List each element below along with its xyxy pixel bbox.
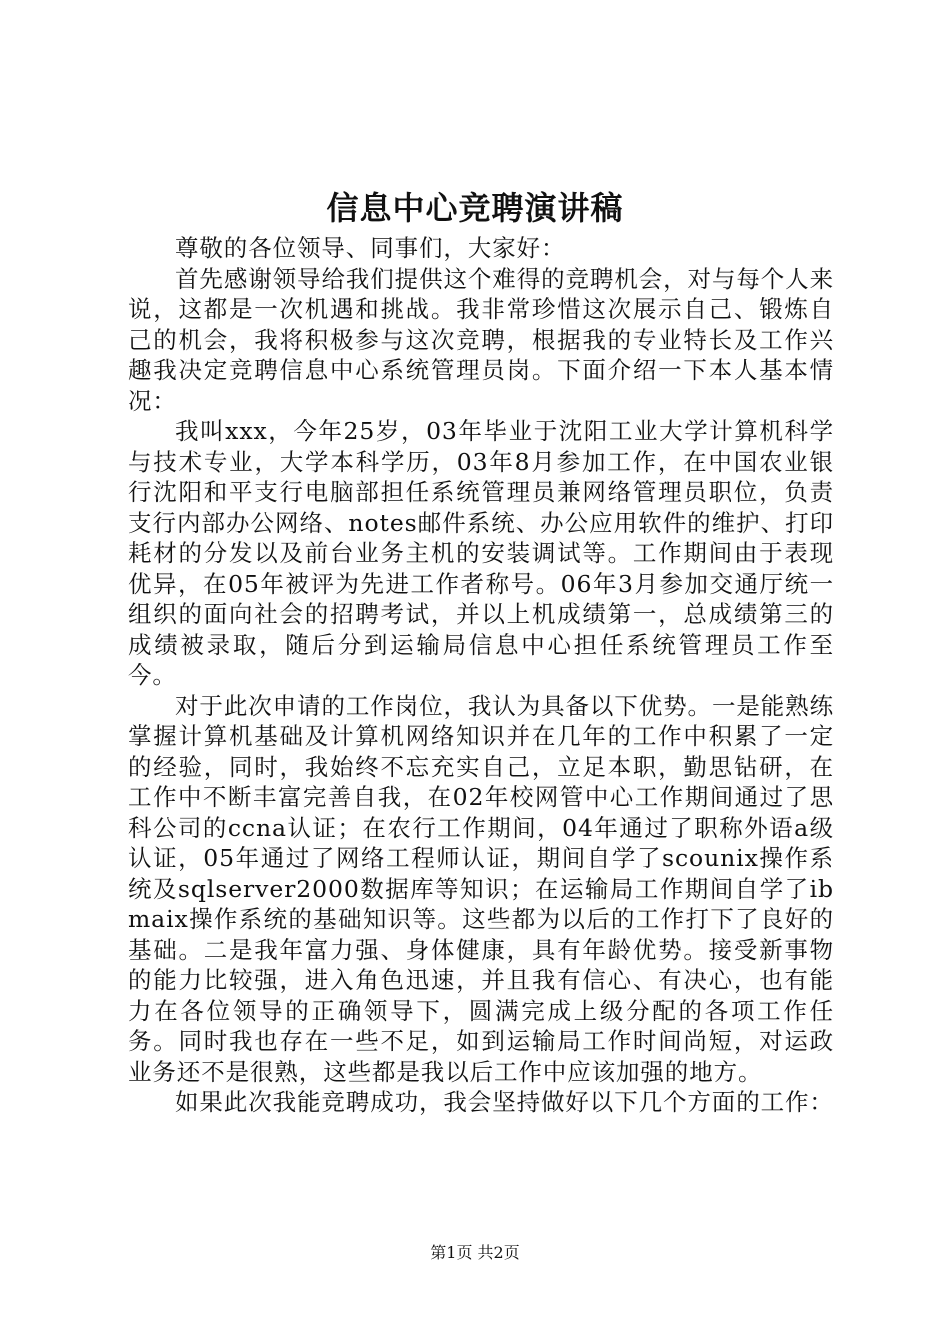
paragraph-commitment: 如果此次我能竞聘成功，我会坚持做好以下几个方面的工作：: [175, 1088, 834, 1116]
document-title: 信息中心竞聘演讲稿: [326, 189, 624, 227]
paragraph-greeting: 尊敬的各位领导、同事们，大家好：: [175, 234, 566, 262]
paragraph-introduction: 首先感谢领导给我们提供这个难得的竞聘机会，对与每个人来说，这都是一次机遇和挑战。我非常珍惜这次展示自己、锻炼自己的机会，我将积极参与这次竞聘，根据我的专业特长及工作兴趣我决定竞聘信息中心系统管理员岗。下面介绍一下本人基本情况：: [128, 264, 834, 415]
document-body: [128, 233, 834, 1118]
paragraph-advantages: 对于此次申请的工作岗位，我认为具备以下优势。一是能熟练掌握计算机基础及计算机网络知识并在几年的工作中积累了一定的经验，同时，我始终不忘充实自己，立足本职，勤思钻研，在工作中不断丰富完善自我，在02年校网管中心工作期间通过了思科公司的ccna认证；在农行工作期间，04年通过了职称外语a级认证，05年通过了网络工程师认证，期间自学了scounix操作系统及sqlserver2000数据库等知识；在运输局工作期间自学了ibmaix操作系统的基础知识等。这些都为以后的工作打下了良好的基础。二是我年富力强、身体健康，具有年龄优势。接受新事物的能力比较强，进入角色迅速，并且我有信心、有决心，也有能力在各位领导的正确领导下，圆满完成上级分配的各项工作任务。同时我也存在一些不足，如到运输局工作时间尚短，对运政业务还不是很熟，这些都是我以后工作中应该加强的地方。: [128, 691, 834, 1086]
paragraph-background: 我叫xxx，今年25岁，03年毕业于沈阳工业大学计算机科学与技术专业，大学本科学历，03年8月参加工作，在中国农业银行沈阳和平支行电脑部担任系统管理员兼网络管理员职位，负责支行内部办公网络、notes邮件系统、办公应用软件的维护、打印耗材的分发以及前台业务主机的安装调试等。工作期间由于表现优异，在05年被评为先进工作者称号。06年3月参加交通厅统一组织的面向社会的招聘考试，并以上机成绩第一，总成绩第三的成绩被录取，随后分到运输局信息中心担任系统管理员工作至今。: [128, 417, 834, 689]
page-number-footer: 第1页 共2页: [430, 1243, 520, 1262]
